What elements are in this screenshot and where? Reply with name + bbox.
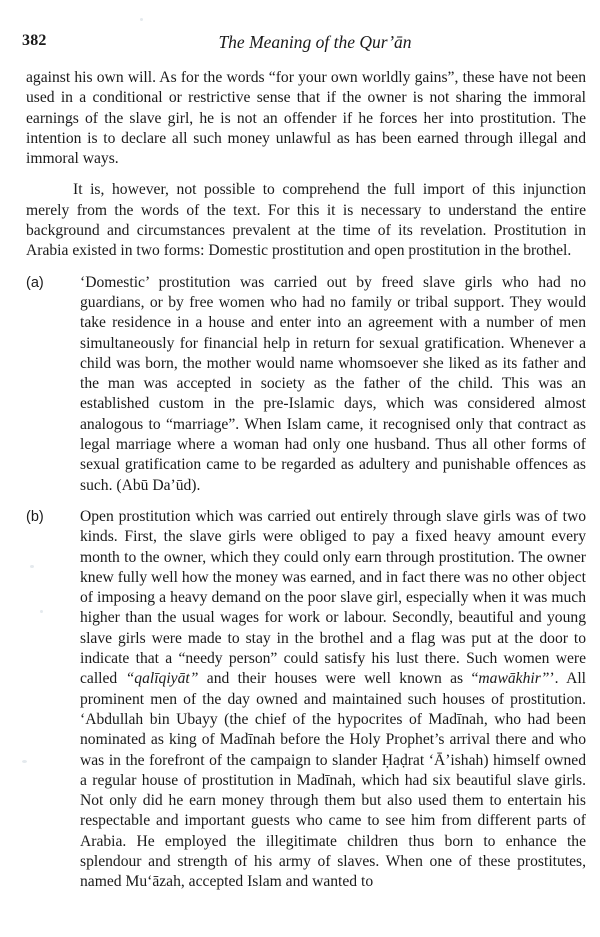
item-label-b: (b)	[26, 508, 44, 525]
item-text-b	[80, 507, 586, 893]
term-mawakhir: mawākhir”	[478, 670, 550, 688]
body-text	[26, 68, 586, 904]
book-title: The Meaning of the Qur’ān	[218, 32, 412, 52]
scan-speck	[22, 760, 27, 763]
scan-speck	[30, 565, 34, 568]
running-header	[22, 32, 582, 56]
item-text-b-part2: and their houses were well known as “	[198, 670, 479, 688]
item-label-a: (a)	[26, 274, 44, 291]
term-qaliqiyat: “qalīqiyāt”	[125, 670, 199, 688]
paragraph-continuation: against his own will. As for the words “for your own worldly gains”, these have not been used in a conditional or restrictive sense that if the owner is not sharing the immoral earnings of the slave girl, he is not an offender if he forces her into prostitution. The intention is to declare all such money unlawful as has been earned through illegal and immoral ways.	[26, 69, 586, 168]
item-text-b-part1: Open prostitution which was carried out entirely through slave girls was of two kinds. First, the slave girls were obliged to pay a fixed heavy amount every month to the owner, which they could only earn through prostitution. The owner knew fully well how the money was earned, and in fact there was no other object of imposing a heavy demand on the poor slave girl, especially when it was much higher than the usual wages for work or labour. Secondly, beautiful and young slave girls were made to stay in the brothel and a flag was put at the door to indicate that a “needy person” could satisfy his lust there. Such women were called	[80, 507, 586, 688]
item-text-b-part3: ’. All prominent men of the day owned and maintained such houses of prostitution. ‘Abdullah bin Ubayy (the chief of the hypocrites of Madīnah, who had been nominated as king of Madīnah before the Holy Prophet’s arrival there and who was in the forefront of the campaign to slander Ḥaḍrat ‘Ā’ishah) himself owned a regular house of prostitution in Madīnah, which had six beautiful slave girls. Not only did he earn money through them but also used them to entertain his respectable and important guests who came to see him from different parts of Arabia. He employed the illegitimate children thus born to enhance the splendour and strength of his army of slaves. When one of these prostitutes, named Mu‘āzah, accepted Islam and wanted to	[80, 670, 587, 891]
list-item-b	[26, 507, 586, 893]
scan-speck	[40, 610, 43, 613]
item-text-a: ‘Domestic’ prostitution was carried out by freed slave girls who had no guardians, or by free women who had no family or tribal support. They would take residence in a house and enter into an agreement with a number of men simultaneously for financial help in return for sexual gratification. Whenever a child was born, the mother would name whomsoever she liked as its father and the man was accepted in society as the father of the child. This was an established custom in the pre-Islamic days, which was considered almost analogous to “marriage”. When Islam came, it recognised only that contract as legal marriage where a woman had only one husband. Thus all other forms of sexual gratification came to be regarded as adultery and punishable offences as such. (Abū Da’ūd).	[80, 273, 586, 494]
page-number: 382	[22, 32, 47, 49]
scan-speck	[140, 18, 143, 21]
paragraph-background: It is, however, not possible to comprehend the full import of this injunction merely from the words of the text. For this it is necessary to understand the entire background and circumstances prevalent at the time of its revelation. Prostitution in Arabia existed in two forms: Domestic prostitution and open prostitution in the brothel.	[26, 181, 586, 260]
list-item-a	[26, 273, 586, 496]
